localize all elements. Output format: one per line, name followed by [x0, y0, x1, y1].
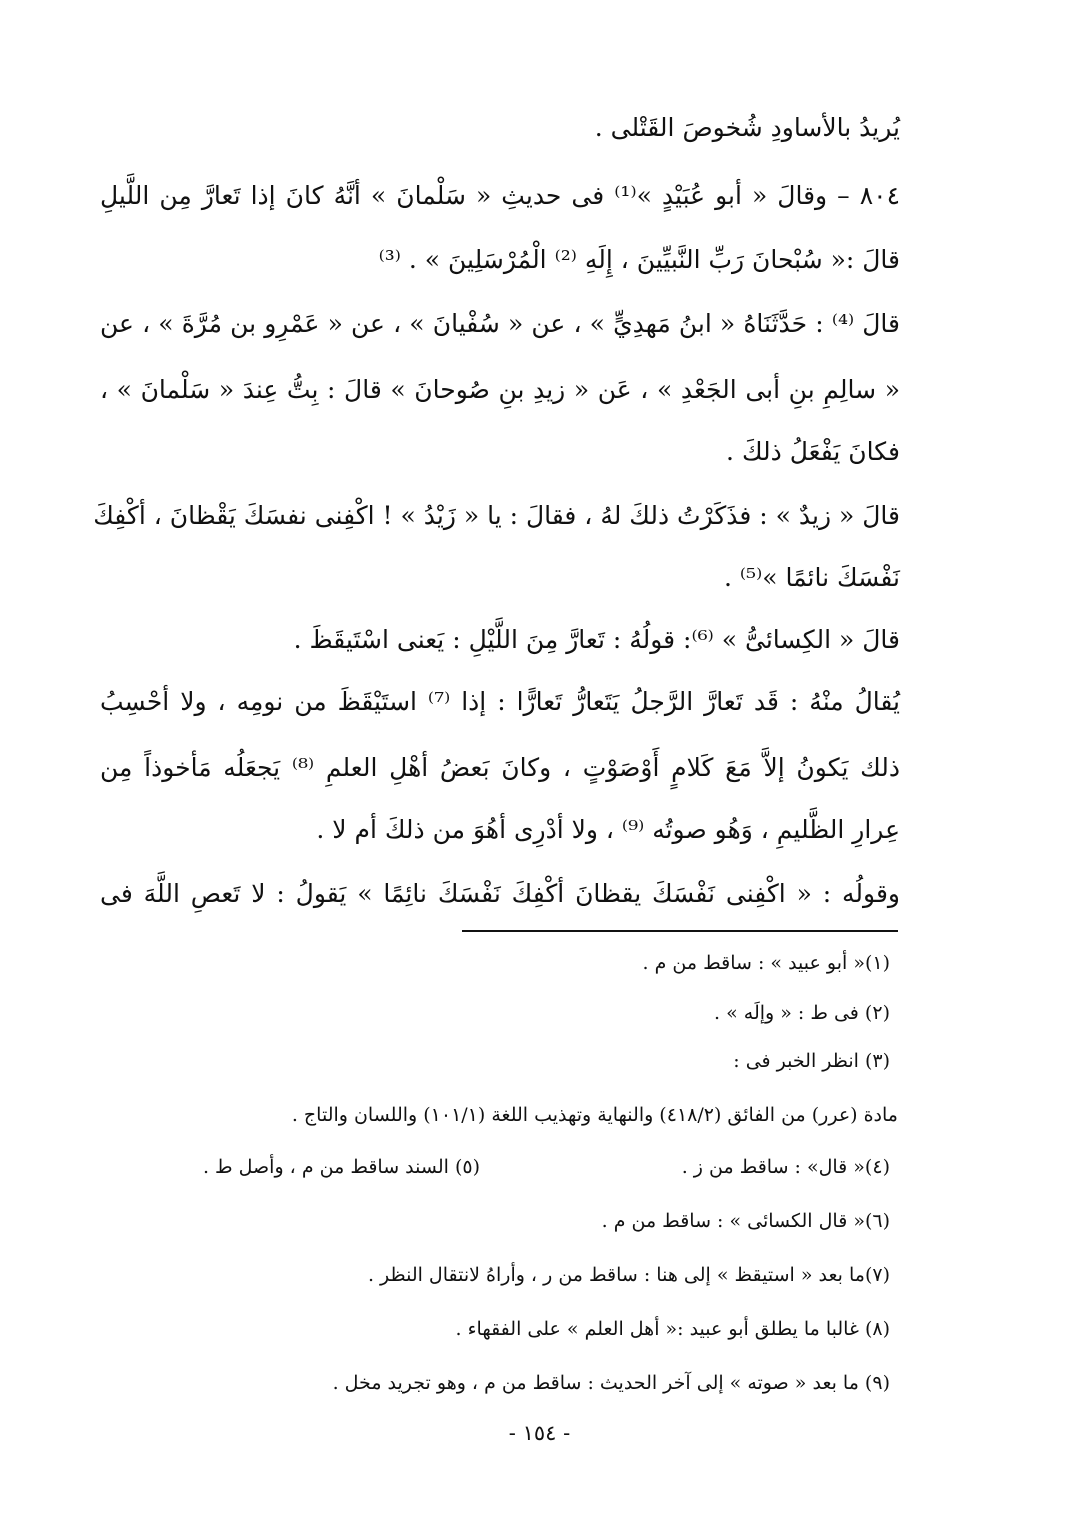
footnote: (٥) السند ساقط من م ، وأصل ط . — [202, 1156, 480, 1178]
text-line: قالَ « زيدٌ » : فذَكَرْتُ ذلكَ لهُ ، فقالَ : يا « زَيْدُ » ! اكْفِنى نفسَكَ يَقْظانَ ، أكْفِكَ — [93, 501, 900, 530]
text-line: يُريدُ بالأساودِ شُخوصَ القَتْلى . — [594, 113, 900, 142]
text-line: وقولُه : « اكْفِنى نَفْسَكَ يقظانَ أكْفِكَ نَفْسَكَ نائِمًا » يَقولُ : لا تَعصِ اللَّهَ فى — [100, 879, 900, 908]
footnote: (٢) فى ط : « وإلَه » . — [714, 1002, 890, 1024]
text-line: فكانَ يَفْعَلُ ذلكَ . — [726, 437, 900, 466]
text-line: قالَ ⁽⁴⁾ : حَدَّثَنَاهُ « ابنُ مَهدِيٍّ » ، عن « سُفْيانَ » ، عن « عَمْرِو بن مُرَّةَ » ، عن — [100, 309, 900, 338]
footnote: (٧)ما بعد « استيقظ » إلى هنا : ساقط من ر ، وأراهُ لانتقال النظر . — [367, 1264, 890, 1286]
text-line: قالَ « الكِسائىُّ » ⁽⁶⁾: قولُهُ : تَعارَّ مِنَ اللَّيْلِ : يَعنى اسْتَيقَظَ . — [293, 625, 900, 654]
footnote: (٤)« قال» : ساقط من ز . — [681, 1156, 890, 1178]
footnote-separator — [462, 930, 898, 932]
text-line: ٨٠٤ – وقالَ « أبو عُبَيْدٍ »⁽¹⁾ فى حديثِ « سَلْمانَ » أنَّهُ كانَ إذا تَعارَّ مِن اللَّيلِ — [100, 181, 901, 210]
footnotes — [100, 948, 898, 1408]
footnote: (١)« أبو عبيد » : ساقط من م . — [642, 952, 890, 974]
text-line: قالَ :« سُبْحانَ رَبِّ النَّبيِّينَ ، إِلَهِ ⁽²⁾ الْمُرْسَلِينَ » . ⁽³⁾ — [378, 245, 900, 274]
text-line: نَفْسَكَ نائمًا »⁽⁵⁾ . — [724, 563, 900, 592]
text-line: ذلك يَكونُ إلاَّ مَعَ كَلامٍ أَوْصَوْتٍ ، وكانَ بَعضُ أهْلِ العلمِ ⁽⁸⁾ يَجعَلُه مَأخوذاً مِن — [100, 753, 901, 782]
text-line: « سالِمِ بنِ أبى الجَعْدِ » ، عَن « زيدِ بنِ صُوحانَ » قالَ : بِتُّ عِندَ « سَلْمانَ » ، — [100, 375, 900, 404]
footnote: (٨) غالبا ما يطلق أبو عبيد :« أهل العلم » على الفقهاء . — [455, 1318, 890, 1340]
page-number: - ١٥٤ - — [508, 1421, 571, 1445]
footnote: مادة (عرر) من الفائق (٤١٨/٢) والنهاية وتهذيب اللغة (١٠١/١) واللسان والتاج . — [291, 1104, 898, 1126]
footnote: (٣) انظر الخبر فى : — [733, 1050, 890, 1072]
text-line: عِرارِ الظَّليمِ ، وَهُو صوتُه ⁽⁹⁾ ، ولا أدْرِى أهُوَ من ذلكَ أم لا . — [316, 815, 900, 844]
footnote: (٩) ما بعد « صوته » إلى آخر الحديث : ساقط من م ، وهو تجريد مخل . — [332, 1372, 890, 1394]
text-line: يُقالُ منْهُ : قَد تَعارَّ الرَّجلُ يَتَعارُّ تَعارًّا : إذا ⁽⁷⁾ استَيْقَظَ من نومِه ، ولا أحْسِبُ — [100, 687, 900, 716]
footnote: (٦)« قال الكسائى » : ساقط من م . — [601, 1210, 890, 1232]
